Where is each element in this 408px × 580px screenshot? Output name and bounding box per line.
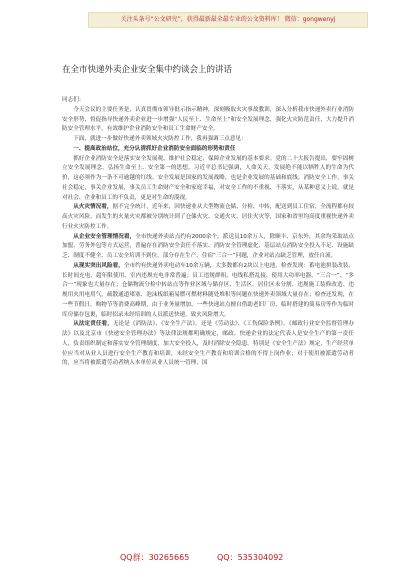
paragraph-legal-duty [62,320,354,369]
greeting: 同志们： [62,97,85,103]
paragraph-text: 无论是《消防法》、《安全生产法》，还是《劳动法》、《工伤保险条例》、《邮政行业安全监督管理办法》以及北京市《快递安全管理办法》等法律法规都明确规定，邮政、快递企业的法定代表人是安全生产的第一责任人，负责组织制定和落实安全管理制度，加大安全投入，及时消除安全隐患。特别是《安全生产法》规定，生产经营单位应当对从业人员进行安全生产教育和培训，未经安全生产教育和培训合格的不得上岗作业；对于使用被派遣劳动者的，应当将被派遣劳动者纳入本单位从业人员统一管理，国 [62,321,354,367]
qq-personal-label: QQ：535304092 [217,553,284,562]
intro-paragraph: 今天会议的主要任务是，认真贯彻市领导批示指示精神，深刻吸取火灾事故教训，深入分析我市快递外卖行业消防安全形势，督促指导快递外卖企业进一步增强“人民至上、生命至上”和安全发展理念，强化火灾防范责任，大力提升消防安全管理水平，有效维护企业消防安全和员工生命财产安全。 [62,106,354,133]
paragraph-text: 据不完全统计，近年来，因快递业从大型物流仓储、分检、中转，配送到员工住宿，全流程都有较高火灾风险，而发生的火量火灾都被分别统计到了仓储火灾、交通火灾、居住火灾等，国家和省里均高度重视快递外卖行业火灾防控工作。 [62,204,354,230]
intro-paragraph-2: 下面，就进一步做好快递外卖领域火灾防控工作，我再强调三点意见： [73,136,247,142]
paragraph-lead: 从火灾情况看， [73,204,113,211]
document-page [0,38,408,558]
section-heading-1: 一、提高政治站位，充分认清抓好企业消防安全面临的形势和责任 [73,145,236,152]
paragraph-lead: 从企业安全管理情况看， [73,233,136,240]
paragraph-1: 抓好企业消防安全是落实安全发展观、维护社会稳定、保障企业发展的基本要求。党的二十大报告提出，要牢固树立安全发展理念，弘扬生命至上、安全第一的思想。习近平总书记强调，人命关天，发展绝不能以牺牲人的生命为代价，这必须作为一条不可逾越的红线。安全发展是国家的发展战略，也是企业发展的基础和底线。消防安全工作，事关社会稳定，事关企业发展，事关员工生命财产安全和家庭幸福，对安全工作的不重视、不落实，从某种意义上说，就是对社会、企业和员工的不负责，更是对生命的漠视。 [62,155,354,201]
header-area [0,0,408,38]
paragraph-safety-management [62,233,354,262]
promo-banner[interactable]: 关注头条号“公文研究”，获得最新最全最专业的公文资料库！ 微信：gongwenyj [88,12,368,28]
qq-group-label: QQ群：30265665 [120,553,190,562]
paragraph-text: 全市快递外卖站点约有2000余个，派送员10余万人，除顺丰、京东外，其余均采取站点加盟、劳务外包等方式运营，普遍存在消防安全责任不落实、消防安全管理虚化、基层站点消防安全投入不足、设施缺乏、制度不健全、员工安全培训不到位，部分存在生产、住宿“三合一”问题，企业对站点缺乏管理，放任自流。 [62,233,354,259]
paragraph-fire-situation [62,203,354,232]
paragraph-risks [62,262,354,321]
paragraph-lead: 从法定责任看， [73,321,113,328]
document-body [62,96,354,369]
document-title: 在全市快递外卖企业安全集中约谈会上的讲话 [62,65,233,75]
paragraph-text: 全市约有快递外卖电动车10余万辆，大多数都有2块以上电池，检查发现：蓄电池拼装改装、长时间充电、超年限使用、室内违规充电非常普遍；员工违规群租、电线私搭乱接、使用大功率电器、“三合一”、“多合一”现象也大量存在；仓储物流分检中转站点等作业区域与储存区、生活区、居住区未分割、违规施工装修改造、违规用火用电用气，疏散通道堵塞、泡沫板纸箱易燃可燃材料随处堆积等问题在快递外卖领域大量存在；检查还发现，在一些节假日，购物节等消费高峰期，由于业务量增加，一些快递站点擅自借助老旧厂房、临时搭建的简易房等作为临时库房储存包裹，临时招录未经培训的人员派送快递，致火风险增大。 [62,262,354,318]
paragraph-lead: 从现实突出风险看， [73,262,124,269]
footer-contacts [0,548,408,568]
